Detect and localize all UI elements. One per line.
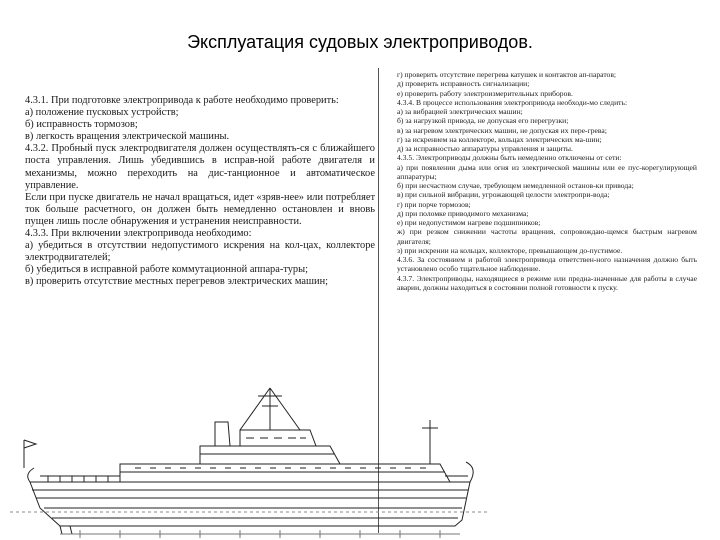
page-title: Эксплуатация судовых электроприводов. xyxy=(187,32,533,52)
left-paragraph: Если при пуске двигатель не начал вращаться, идет «зряв-нее» или потребляет ток больше расчетного, он должен быть немедленно остановлен и вновь пущен лишь после обнаружения и устранения неисправности. xyxy=(25,191,375,227)
right-paragraph: в) при сильной вибрации, угрожающей целости электропри-вода; xyxy=(397,190,610,200)
left-paragraph: в) легкость вращения электрической машины. xyxy=(25,131,230,143)
right-paragraph: б) за нагрузкой привода, не допуская его перегрузки; xyxy=(397,116,569,126)
right-text-column xyxy=(397,70,697,292)
right-paragraph: а) за вибрацией электрических машин; xyxy=(397,107,523,116)
left-paragraph: а) убедиться в отсутствии недопустимого искрения на кол-цах, коллекторе электродвигателей; xyxy=(25,240,375,264)
right-paragraph: д) проверить исправность сигнализации; xyxy=(397,79,530,89)
left-paragraph: 4.3.1. При подготовке электропривода к работе необходимо проверить: xyxy=(25,95,339,106)
right-paragraph: е) проверить работу электроизмерительных приборов. xyxy=(397,88,573,98)
left-paragraph: б) исправность тормозов; xyxy=(25,119,138,131)
right-paragraph: в) за нагревом электрических машин, не допуская их пере-грева; xyxy=(397,125,607,135)
right-paragraph: 4.3.5. Электроприводы должны быть немедленно отключены от сети: xyxy=(397,153,622,163)
right-paragraph: г) за искрением на коллекторе, кольцах электрических ма-шин; xyxy=(397,134,602,144)
left-paragraph: а) положение пусковых устройств; xyxy=(25,107,179,119)
right-paragraph: б) при несчастном случае, требующем немедленной останов-ки привода; xyxy=(397,181,634,190)
right-paragraph: д) при поломке приводимого механизма; xyxy=(397,208,529,218)
right-paragraph: 4.3.7. Электроприводы, находящиеся в режиме или предна-значенные для работы в случае аварии, должны находиться в состоянии полной готовности к пуску. xyxy=(397,273,697,292)
right-paragraph: а) при появлении дыма или огня из электрической машины или ее пус-корегулирующей аппаратуры; xyxy=(397,162,697,181)
left-text-column xyxy=(25,95,375,289)
left-paragraph: в) проверить отсутствие местных перегревов электрических машин; xyxy=(25,276,329,288)
right-paragraph: ж) при резком снижении частоты вращения, сопровождаю-щемся быстрым нагревом двигателя; xyxy=(397,227,697,246)
right-paragraph: д) за исправностью аппаратуры управления и защиты. xyxy=(397,144,573,153)
left-paragraph: б) убедиться в исправной работе коммутационной аппара-туры; xyxy=(25,264,308,276)
right-paragraph: е) при недопустимом нагреве подшипников; xyxy=(397,218,541,227)
ship-profile-drawing xyxy=(0,380,500,540)
right-paragraph: з) при искрении на кольцах, коллекторе, превышающем до-пустимое. xyxy=(397,245,623,255)
right-paragraph: г) при порче тормозов; xyxy=(397,199,471,209)
right-paragraph: г) проверить отсутствие перегрева катушек и контактов ап-паратов; xyxy=(397,70,617,79)
right-paragraph: 4.3.4. В процессе использования электропривода необходи-мо следить: xyxy=(397,97,628,107)
left-paragraph: 4.3.3. При включении электропривода необходимо: xyxy=(25,228,252,240)
right-paragraph: 4.3.6. За состоянием и работой электропривода ответствен-ного назначения должно быть установлено особо тщательное наблюдение. xyxy=(397,255,697,274)
left-paragraph: 4.3.2. Пробный пуск электродвигателя должен осуществлять-ся с ближайшего поста управления. Лишь убедившись в исправ-ной работе двигателя и механизмы, можно переходить на дис-танционное и автоматическое управление. xyxy=(25,143,375,191)
